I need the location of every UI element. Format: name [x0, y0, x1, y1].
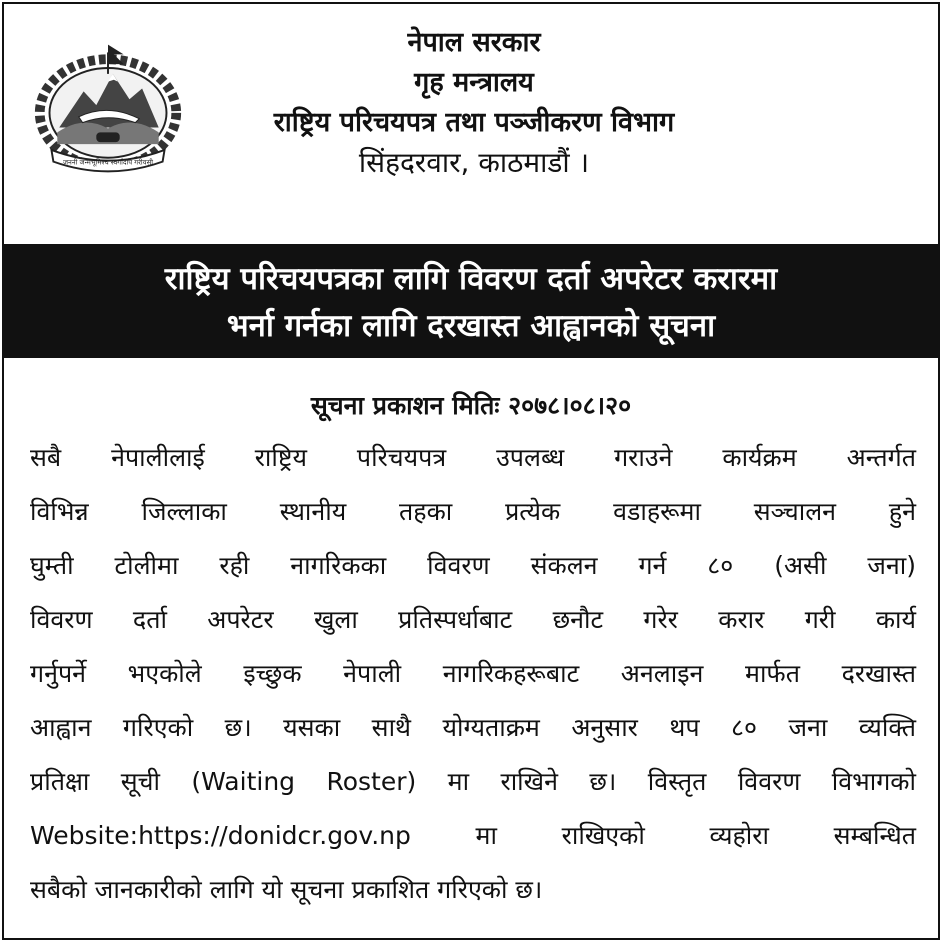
body-line: आह्वान गरिएको छ। यसका साथै योग्यताक्रम अनुसार थप ८० जना व्यक्ति — [30, 713, 916, 742]
body-line-website: Website:https://donidcr.gov.np मा राखिएको व्यहोरा सम्बन्धित — [30, 821, 916, 850]
notice-title-line-1: राष्ट्रिय परिचयपत्रका लागि विवरण दर्ता अपरेटर करारमा — [164, 261, 778, 297]
notice-title-line-2: भर्ना गर्नका लागि दरखास्त आह्वानको सूचना — [226, 307, 716, 344]
nepal-emblem-icon — [30, 34, 186, 182]
government-name: नेपाल सरकार — [407, 27, 541, 58]
department-name: राष्ट्रिय परिचयपत्र तथा पञ्जीकरण विभाग — [273, 106, 675, 138]
notice-frame — [2, 2, 940, 940]
body-line: सबै नेपालीलाई राष्ट्रिय परिचयपत्र उपलब्ध गराउने कार्यक्रम अन्तर्गत — [30, 443, 916, 472]
body-line: घुम्ती टोलीमा रही नागरिकका विवरण संकलन गर्न ८० (असी जना) — [30, 551, 916, 580]
body-line: सबैको जानकारीको लागि यो सूचना प्रकाशित गरिएको छ। — [30, 875, 543, 904]
body-line: प्रतिक्षा सूची (Waiting Roster) मा राखिने छ। विस्तृत विवरण विभागको — [30, 767, 916, 796]
notice-body — [30, 436, 916, 922]
office-location: सिंहदरवार, काठमाडौं । — [358, 146, 590, 180]
body-line: विभिन्न जिल्लाका स्थानीय तहका प्रत्येक वडाहरूमा सञ्चालन हुने — [30, 497, 916, 526]
header — [184, 26, 764, 180]
emblem-motto-text: जननी जन्मभूमिश्च स्वर्गादपि गरीयसी — [62, 158, 154, 167]
publication-date: सूचना प्रकाशन मितिः २०७८।०८।२० — [310, 391, 632, 420]
body-line: गर्नुपर्ने भएकोले इच्छुक नेपाली नागरिकहरूबाट अनलाइन मार्फत दरखास्त — [30, 659, 916, 688]
notice-title-banner — [4, 244, 938, 358]
ministry-name: गृह मन्त्रालय — [414, 66, 534, 98]
body-line: विवरण दर्ता अपरेटर खुला प्रतिस्पर्धाबाट छनौट गरेर करार गरी कार्य — [30, 605, 916, 634]
